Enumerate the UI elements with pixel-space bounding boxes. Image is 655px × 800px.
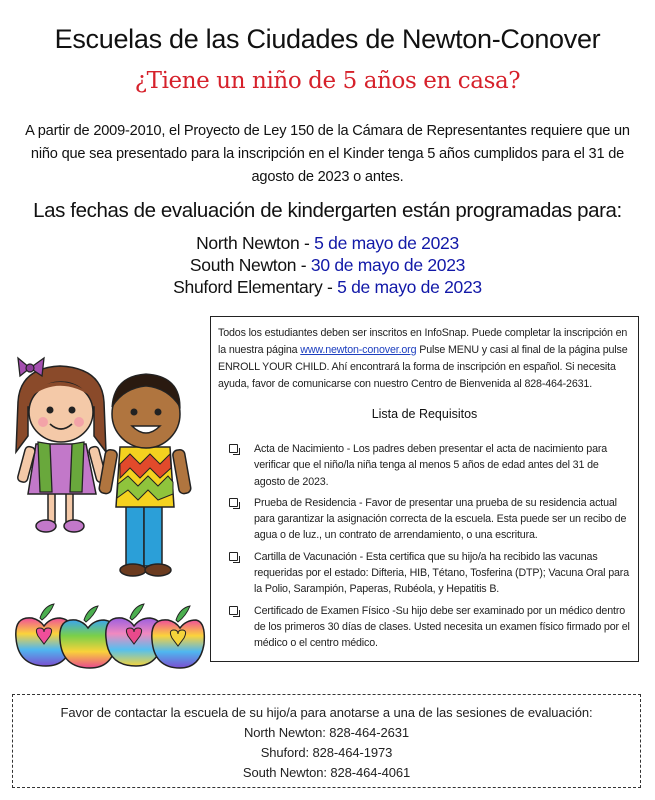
date-row-north-newton (0, 232, 655, 254)
evaluation-dates-list (0, 232, 655, 298)
date-row-shuford (0, 276, 655, 298)
contact-intro: Favor de contactar la escuela de su hijo/a para anotarse a una de las sesiones de evaluación: (60, 705, 593, 720)
list-item (218, 603, 631, 652)
dates-heading: Las fechas de evaluación de kindergarten están programadas para: (33, 199, 622, 222)
website-link[interactable]: www.newton-conover.org (300, 344, 417, 356)
school-name: North Newton (196, 233, 300, 253)
checkbox-bullet-icon (229, 444, 238, 453)
apples-illustration (10, 600, 206, 680)
list-item (218, 549, 631, 598)
enrollment-info-box (210, 316, 639, 662)
date-row-south-newton (0, 254, 655, 276)
checkbox-bullet-icon (229, 498, 238, 507)
requirement-text: Acta de Nacimiento - Los padres deben presentar el acta de nacimiento para verificar que el niño/la niña tenga al menos 5 años de edad antes del 31 de agosto de 2023. (254, 443, 608, 488)
requirement-text: Certificado de Examen Físico -Su hijo debe ser examinado por un médico dentro de los primeros 30 días de clases. Usted necesita un examen físico firmado por el médico o el centro médico. (254, 604, 630, 650)
evaluation-date: 5 de mayo de 2023 (314, 233, 459, 253)
date-separator: - (296, 255, 311, 275)
checkbox-bullet-icon (229, 606, 238, 615)
enrollment-instructions (218, 325, 631, 393)
requirements-heading: Lista de Requisitos (371, 407, 478, 421)
requirement-text: Cartilla de Vacunación - Esta certifica que su hijo/a ha recibido las vacunas requeridas por el estado: Difteria, HIB, Tétano, Tosferina (DTP); Vacuna Oral para la Polio, Sarampión, Paperas, Rubéola, y Hepatitis B. (254, 550, 630, 596)
evaluation-date: 30 de mayo de 2023 (310, 255, 466, 275)
date-separator: - (322, 277, 338, 297)
list-item (218, 441, 631, 490)
date-separator: - (299, 233, 315, 253)
phone-shuford: Shuford: 828-464-1973 (260, 745, 393, 760)
school-name: South Newton (189, 255, 297, 275)
instructions-text-after-link: Pulse MENU y casi al final de la página pulse ENROLL YOUR CHILD. Ahí encontrará la forma de inscripción en español. Si necesita ayuda, favor de comunicarse con nuestro Centro de Bienvenida al 828-464-2631. (218, 344, 628, 390)
intro-paragraph: A partir de 2009-2010, el Proyecto de Ley 150 de la Cámara de Representantes requiere que un niño que sea presentado para la inscripción en el Kinder tenga 5 años cumplidos para el 31 de agosto de 2023 o antes. (25, 123, 630, 185)
checkbox-bullet-icon (229, 552, 238, 561)
page-title: Escuelas de las Ciudades de Newton-Conover (54, 24, 601, 54)
page-subtitle: ¿Tiene un niño de 5 años en casa? (134, 68, 521, 94)
requirement-text: Prueba de Residencia - Favor de presentar una prueba de su residencia actual para garantizar la asignación correcta de la escuela. Esta puede ser un recibo de agua o de luz., un contrato de arrendamiento, o una escritura. (254, 496, 627, 542)
girl-figure (16, 358, 107, 532)
contact-box (12, 694, 641, 788)
phone-south-newton: South Newton: 828-464-4061 (242, 765, 411, 780)
evaluation-date: 5 de mayo de 2023 (337, 277, 482, 297)
instructions-text-before-link: Todos los estudiantes deben ser inscritos en InfoSnap. Puede completar la inscripción en la nuestra página (218, 327, 628, 356)
list-item (218, 495, 631, 544)
phone-north-newton: North Newton: 828-464-2631 (243, 725, 410, 740)
requirements-list (218, 441, 631, 652)
children-illustration (8, 352, 204, 602)
boy-figure (98, 374, 191, 576)
school-name: Shuford Elementary (173, 277, 323, 297)
